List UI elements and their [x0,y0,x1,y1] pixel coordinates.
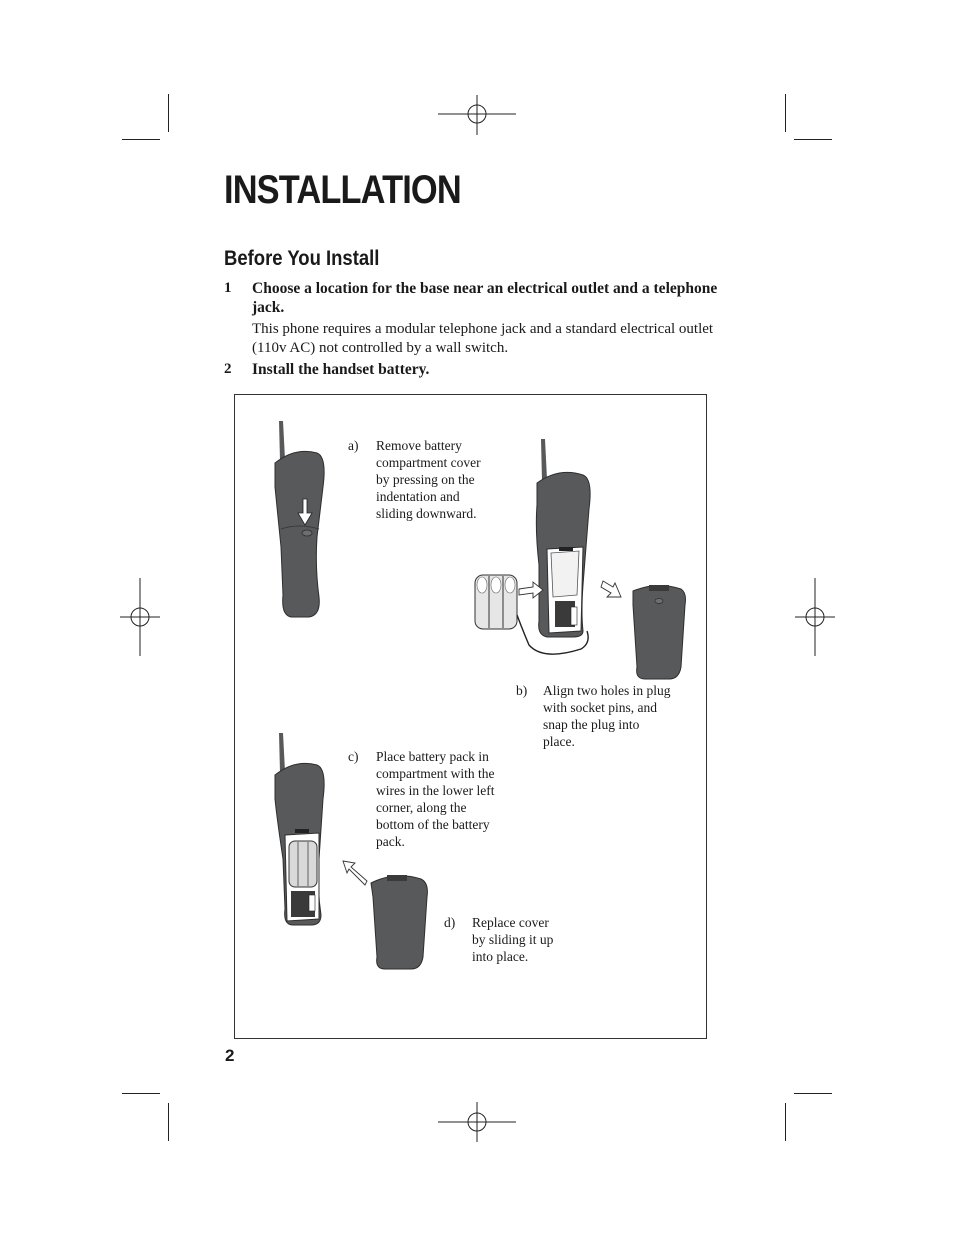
handset-illustration-b [473,435,698,680]
caption-letter: c) [348,749,359,764]
crop-mark [785,94,786,132]
caption-text: Align two holes in plug with socket pins, and snap the plug into place. [543,683,671,749]
crop-mark [794,1093,832,1094]
handset-illustration-a [265,417,335,622]
caption-text: Remove battery compartment cover by pressing on the indentation and sliding downward. [376,438,481,521]
crop-mark [122,1093,160,1094]
caption-letter: d) [444,915,456,930]
crop-mark [794,139,832,140]
crop-mark [168,94,169,132]
registration-mark-left [120,578,160,656]
caption-text: Place battery pack in compartment with the wires in the lower left corner, along the bottom of the battery pack. [376,749,495,849]
registration-mark-bottom [438,1102,516,1142]
step-number: 2 [224,361,232,377]
crop-mark [122,139,160,140]
caption-letter: b) [516,683,528,698]
step-heading: Install the handset battery. [252,361,430,378]
caption-text: Replace cover by sliding it up into place. [472,915,554,964]
page-number: 2 [225,1046,235,1065]
section-heading: Before You Install [224,247,380,270]
page-title: INSTALLATION [224,168,461,212]
registration-mark-right [795,578,835,656]
registration-mark-top [438,95,516,135]
step-number: 1 [224,280,232,296]
caption-letter: a) [348,438,359,453]
battery-installation-figure [234,394,707,1039]
crop-mark [785,1103,786,1141]
crop-mark [168,1103,169,1141]
step-body: This phone requires a modular telephone jack and a standard electrical outlet (110v AC) not controlled by a wall switch. [252,321,714,356]
step-heading: Choose a location for the base near an electrical outlet and a telephone jack. [252,280,718,316]
